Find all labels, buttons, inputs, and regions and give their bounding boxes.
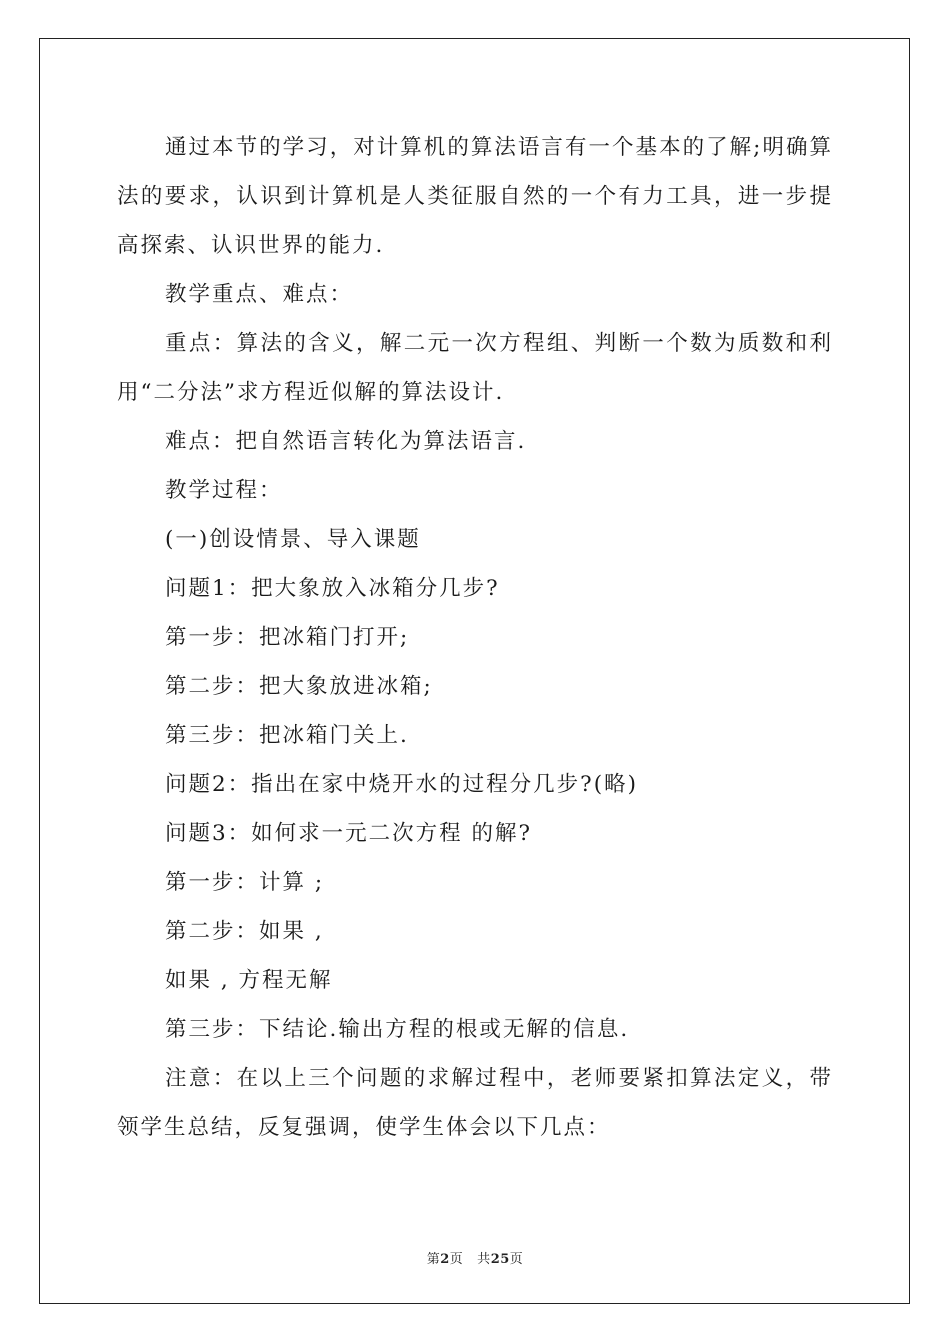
paragraph-q3-step-2-alt: 如果 , 方程无解 bbox=[165, 968, 333, 993]
page-footer bbox=[0, 1248, 950, 1267]
footer-prefix: 第 bbox=[426, 1252, 441, 1267]
paragraph-q1-step-2: 第二步：把大象放进冰箱; bbox=[165, 674, 433, 699]
paragraph-process-heading: 教学过程： bbox=[165, 478, 283, 503]
document-body bbox=[117, 123, 833, 1152]
paragraph-section-one: (一)创设情景、导入课题 bbox=[165, 527, 421, 552]
paragraph-q1-step-3: 第三步：把冰箱门关上. bbox=[165, 723, 409, 748]
footer-current-page: 2 bbox=[440, 1252, 450, 1267]
footer-total-pages: 25 bbox=[490, 1252, 510, 1267]
paragraph-key-points: 重点：算法的含义，解二元一次方程组、判断一个数为质数和利用“二分法”求方程近似解的算法设计. bbox=[117, 331, 833, 405]
paragraph-question-3: 问题3：如何求一元二次方程 的解? bbox=[165, 821, 533, 846]
paragraph-question-2: 问题2：指出在家中烧开水的过程分几步?(略) bbox=[165, 772, 638, 797]
paragraph-question-1: 问题1：把大象放入冰箱分几步? bbox=[165, 576, 500, 601]
footer-page-word: 页 bbox=[449, 1252, 464, 1267]
footer-total-prefix: 共 bbox=[477, 1252, 491, 1267]
paragraph-intro: 通过本节的学习，对计算机的算法语言有一个基本的了解;明确算法的要求，认识到计算机是人类征服自然的一个有力工具，进一步提高探索、认识世界的能力. bbox=[117, 135, 833, 258]
paragraph-key-points-heading: 教学重点、难点： bbox=[165, 282, 354, 307]
paragraph-difficulty: 难点：把自然语言转化为算法语言. bbox=[165, 429, 527, 454]
paragraph-q1-step-1: 第一步：把冰箱门打开; bbox=[165, 625, 410, 650]
paragraph-q3-step-1: 第一步：计算 ; bbox=[165, 870, 325, 895]
paragraph-q3-step-3: 第三步：下结论.输出方程的根或无解的信息. bbox=[165, 1017, 630, 1042]
paragraph-note: 注意：在以上三个问题的求解过程中，老师要紧扣算法定义，带领学生总结，反复强调，使学生体会以下几点： bbox=[117, 1066, 833, 1140]
footer-total-suffix: 页 bbox=[509, 1252, 524, 1267]
paragraph-q3-step-2: 第二步：如果 , bbox=[165, 919, 324, 944]
